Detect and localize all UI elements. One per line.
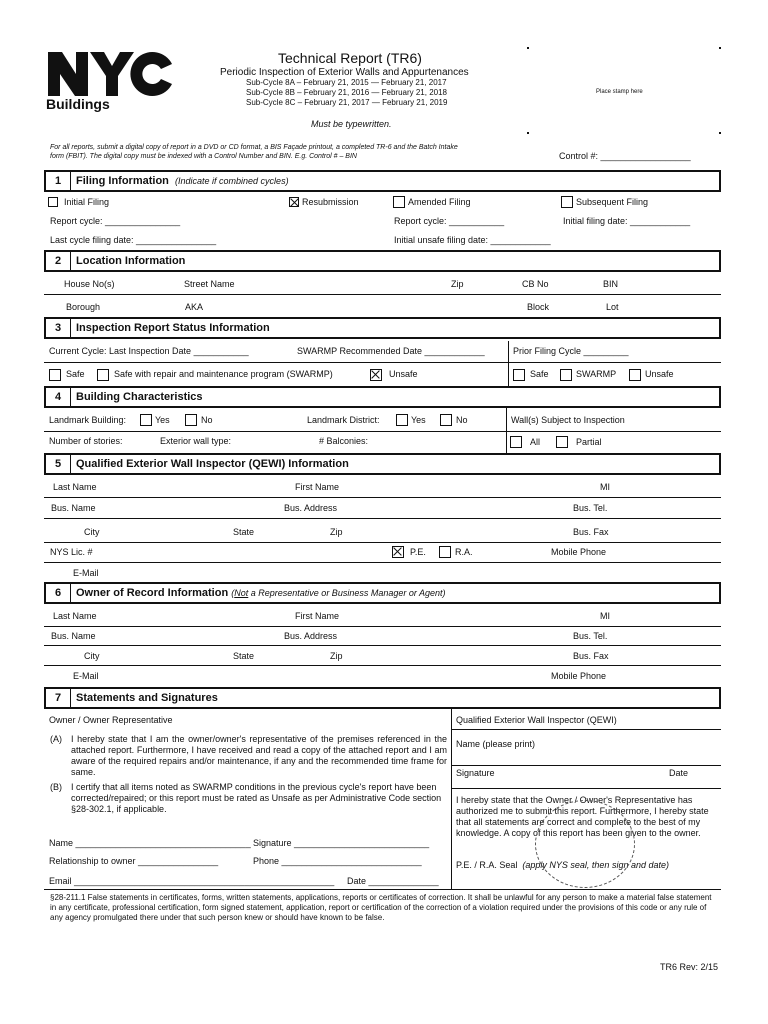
walls-all-checkbox[interactable] — [510, 436, 522, 448]
owner-email-field[interactable]: Email ____________________________________________________ — [49, 876, 335, 886]
stamp-corner-bl — [527, 132, 529, 134]
statement-b-text: I certify that all items noted as SWARMP conditions in the previous cycle's report have been corrected/repaired; or this report must be rated as Unsafe as per Administrative Code section §28-302.1, if applicable. — [71, 782, 442, 814]
owner-date-field[interactable]: Date ______________ — [347, 876, 439, 886]
bin-label: BIN — [603, 279, 619, 289]
owner-bus-tel-label: Bus. Tel. — [573, 631, 608, 641]
section-2-title: Location Information — [76, 255, 186, 267]
balconies-label: # Balconies: — [319, 436, 369, 446]
unsafe-label: Unsafe — [389, 369, 418, 379]
qewi-divider-3 — [44, 542, 721, 543]
section-4-title: Building Characteristics — [76, 391, 203, 403]
amended-filing-checkbox[interactable] — [393, 196, 405, 208]
walls-partial-checkbox[interactable] — [556, 436, 568, 448]
qewi-mi-label: MI — [600, 482, 610, 492]
qewi-date-label: Date — [669, 768, 689, 778]
section-6-note-rest: a Representative or Business Manager or Agent) — [248, 588, 446, 598]
section-4-number: 4 — [46, 388, 71, 406]
section-6-title-text: Owner of Record Information — [76, 587, 229, 599]
owner-divider-1 — [44, 626, 721, 627]
swarmp-recommended-date-field[interactable]: SWARMP Recommended Date ____________ — [297, 346, 485, 356]
stamp-corner-tr — [719, 47, 721, 49]
status-divider — [44, 362, 721, 363]
statements-bottom-divider — [44, 889, 721, 890]
qewi-city-label: City — [84, 527, 100, 537]
landmark-building-no-label: No — [201, 415, 213, 425]
section-6-note-open: ( — [231, 588, 235, 598]
owner-mi-label: MI — [600, 611, 610, 621]
qewi-bus-address-label: Bus. Address — [284, 503, 338, 513]
landmark-building-label: Landmark Building: — [49, 415, 127, 425]
section-6-note — [231, 588, 445, 598]
walls-partial-label: Partial — [576, 437, 602, 447]
stamp-corner-tl — [527, 47, 529, 49]
section-1-number: 1 — [46, 172, 71, 190]
landmark-district-no-checkbox[interactable] — [440, 414, 452, 426]
block-label: Block — [527, 302, 550, 312]
owner-zip-label: Zip — [330, 651, 343, 661]
landmark-district-yes-label: Yes — [411, 415, 426, 425]
qewi-divider-2 — [44, 518, 721, 519]
initial-filing-date-field[interactable]: Initial filing date: ____________ — [563, 216, 691, 226]
qewi-zip-label: Zip — [330, 527, 343, 537]
walls-subject-label: Wall(s) Subject to Inspection — [511, 415, 625, 425]
house-number-label: House No(s) — [64, 279, 115, 289]
report-cycle-field-2[interactable]: Report cycle: ___________ — [394, 216, 505, 226]
legal-statement: §28-211.1 False statements in certificates, forms, written statements, applications, reports or certificates of correction. It shall be unlawful for any person to make a material false statement in any certificate, professional certification, form signed statement, application, report or certification of the correction of a violation required under the provisions of this code or any rule of any agency promulgated there under that such person knew or should have known to be false. — [50, 893, 712, 922]
safe-with-repair-label: Safe with repair and maintenance program (SWARMP) — [114, 369, 333, 379]
status-column-divider — [508, 341, 509, 386]
stamp-corner-br — [719, 132, 721, 134]
prior-safe-label: Safe — [530, 369, 549, 379]
safe-label: Safe — [66, 369, 85, 379]
prior-swarmp-checkbox[interactable] — [560, 369, 572, 381]
pe-checkbox[interactable] — [392, 546, 404, 558]
zip-label: Zip — [451, 279, 464, 289]
initial-filing-label: Initial Filing — [64, 197, 110, 207]
owner-representative-heading: Owner / Owner Representative — [49, 715, 173, 725]
nyc-logo-graphic — [46, 48, 174, 98]
prior-unsafe-checkbox[interactable] — [629, 369, 641, 381]
qewi-signature-label: Signature — [456, 768, 495, 778]
section-3-number: 3 — [46, 319, 71, 337]
owner-phone-field[interactable]: Phone ____________________________ — [253, 856, 422, 866]
stamp-label: Place stamp here — [596, 89, 643, 95]
street-name-label: Street Name — [184, 279, 235, 289]
qewi-stmt-divider-2 — [451, 765, 721, 766]
section-2-header — [44, 250, 721, 272]
owner-name-field[interactable]: Name ___________________________________ — [49, 838, 251, 848]
owner-divider-3 — [44, 665, 721, 666]
form-revision: TR6 Rev: 2/15 — [660, 962, 719, 972]
section-1-note: (Indicate if combined cycles) — [175, 176, 289, 186]
last-cycle-filing-date-field[interactable]: Last cycle filing date: ________________ — [50, 235, 217, 245]
relationship-to-owner-field[interactable]: Relationship to owner ________________ — [49, 856, 219, 866]
form-title: Technical Report (TR6) — [278, 50, 422, 66]
resubmission-label: Resubmission — [302, 197, 359, 207]
qewi-bus-fax-label: Bus. Fax — [573, 527, 609, 537]
section-1-title-text: Filing Information — [76, 175, 169, 187]
landmark-building-yes-label: Yes — [155, 415, 170, 425]
prior-filing-cycle-field[interactable]: Prior Filing Cycle _________ — [513, 346, 629, 356]
qewi-heading: Qualified Exterior Wall Inspector (QEWI) — [456, 715, 617, 725]
qewi-license-label: NYS Lic. # — [50, 547, 93, 557]
amended-filing-label: Amended Filing — [408, 197, 471, 207]
aka-label: AKA — [185, 302, 204, 312]
owner-signature-field[interactable]: Signature ___________________________ — [253, 838, 430, 848]
landmark-building-yes-checkbox[interactable] — [140, 414, 152, 426]
qewi-statement-text: I hereby state that the Owner / Owner's Representative has authorized me to submit this report. Furthermore, I hereby state that all statements are correct and complete to the best of my knowledge. A copy of this report has been given to the owner. — [456, 795, 709, 838]
qewi-first-name-label: First Name — [295, 482, 340, 492]
ra-checkbox[interactable] — [439, 546, 451, 558]
owner-bus-fax-label: Bus. Fax — [573, 651, 609, 661]
section-7-header — [44, 687, 721, 709]
landmark-district-label: Landmark District: — [307, 415, 380, 425]
statements-column-divider — [451, 709, 452, 889]
landmark-district-yes-checkbox[interactable] — [396, 414, 408, 426]
initial-unsafe-filing-date-field[interactable]: Initial unsafe filing date: ____________ — [394, 235, 551, 245]
report-cycle-field-1[interactable]: Report cycle: _______________ — [50, 216, 181, 226]
owner-email-label: E-Mail — [73, 671, 99, 681]
qewi-mobile-phone-label: Mobile Phone — [551, 547, 607, 557]
owner-city-label: City — [84, 651, 100, 661]
prior-unsafe-label: Unsafe — [645, 369, 674, 379]
owner-divider-2 — [44, 645, 721, 646]
owner-bus-name-label: Bus. Name — [51, 631, 96, 641]
resubmission-checkbox[interactable] — [289, 197, 299, 207]
number-of-stories-label: Number of stories: — [49, 436, 123, 446]
instructions-line-2: form (FBIT). The digital copy must be indexed with a Control Number and BIN. E.g. Control # – BIN — [50, 153, 357, 160]
walls-all-label: All — [530, 437, 541, 447]
exterior-wall-type-label: Exterior wall type: — [160, 436, 232, 446]
qewi-name-print-label: Name (please print) — [456, 739, 536, 749]
owner-last-name-label: Last Name — [53, 611, 97, 621]
owner-first-name-label: First Name — [295, 611, 340, 621]
section-2-number: 2 — [46, 252, 71, 270]
section-3-header — [44, 317, 721, 339]
sub-cycle-8c: Sub-Cycle 8C – February 21, 2017 — February 21, 2019 — [246, 98, 448, 107]
cb-number-label: CB No — [522, 279, 549, 289]
section-6-title — [76, 584, 446, 602]
prior-swarmp-label: SWARMP — [576, 369, 617, 379]
seal-circle[interactable] — [535, 800, 635, 888]
statement-a-label: (A) — [50, 734, 62, 744]
section-3-title: Inspection Report Status Information — [76, 322, 270, 334]
prior-safe-checkbox[interactable] — [513, 369, 525, 381]
statement-b-label: (B) — [50, 782, 62, 792]
borough-label: Borough — [66, 302, 101, 312]
pe-ra-seal-text: P.E. / R.A. Seal — [456, 860, 518, 870]
pe-label: P.E. — [410, 547, 426, 557]
location-divider — [44, 294, 721, 295]
qewi-last-name-label: Last Name — [53, 482, 97, 492]
section-5-title: Qualified Exterior Wall Inspector (QEWI) Information — [76, 458, 349, 470]
lot-label: Lot — [606, 302, 619, 312]
section-6-number: 6 — [46, 584, 71, 602]
section-1-header — [44, 170, 721, 192]
typewritten-note: Must be typewritten. — [311, 119, 392, 129]
subsequent-filing-label: Subsequent Filing — [576, 197, 649, 207]
subsequent-filing-checkbox[interactable] — [561, 196, 573, 208]
qewi-divider-4 — [44, 562, 721, 563]
safe-with-repair-checkbox[interactable] — [97, 369, 109, 381]
safe-checkbox[interactable] — [49, 369, 61, 381]
control-number-field[interactable]: Control #: __________________ — [559, 151, 691, 161]
qewi-divider-1 — [44, 497, 721, 498]
landmark-district-no-label: No — [456, 415, 468, 425]
instructions-line-1: For all reports, submit a digital copy of report in a DVD or CD format, a BIS Façade printout, a completed TR-6 and the Batch Intake — [50, 144, 458, 151]
current-cycle-inspection-date-field[interactable]: Current Cycle: Last Inspection Date ___________ — [49, 346, 249, 356]
initial-filing-checkbox[interactable] — [48, 197, 58, 207]
statement-a-text: I hereby state that I am the owner/owner's representative of the premises referenced in the attached report. Furthermore, I have received and read a copy of the attached report and I am aware of the required repairs and/or maintenance, if any and the recommended time frame for same. — [71, 734, 447, 777]
owner-mobile-phone-label: Mobile Phone — [551, 671, 607, 681]
sub-cycle-8b: Sub-Cycle 8B – February 21, 2016 — February 21, 2018 — [246, 88, 447, 97]
section-5-number: 5 — [46, 455, 71, 473]
section-7-title: Statements and Signatures — [76, 692, 218, 704]
pe-ra-seal-note: (apply NYS seal, then sign and date) — [522, 860, 669, 870]
building-divider — [44, 431, 721, 432]
form-subtitle: Periodic Inspection of Exterior Walls and Appurtenances — [220, 67, 469, 78]
section-6-header — [44, 582, 721, 604]
sub-cycle-8a: Sub-Cycle 8A – February 21, 2015 — February 21, 2017 — [246, 78, 447, 87]
qewi-stmt-divider-1 — [451, 729, 721, 730]
qewi-bus-tel-label: Bus. Tel. — [573, 503, 608, 513]
buildings-wordmark: Buildings — [46, 96, 110, 112]
qewi-state-label: State — [233, 527, 255, 537]
ra-label: R.A. — [455, 547, 473, 557]
qewi-bus-name-label: Bus. Name — [51, 503, 96, 513]
nyc-logo — [46, 48, 174, 98]
section-5-header — [44, 453, 721, 475]
section-7-number: 7 — [46, 689, 71, 707]
section-4-header — [44, 386, 721, 408]
landmark-building-no-checkbox[interactable] — [185, 414, 197, 426]
owner-state-label: State — [233, 651, 255, 661]
unsafe-checkbox[interactable] — [370, 369, 382, 381]
section-1-title — [76, 172, 289, 190]
section-6-note-not: Not — [234, 588, 249, 598]
owner-bus-address-label: Bus. Address — [284, 631, 338, 641]
qewi-email-label: E-Mail — [73, 568, 99, 578]
qewi-stmt-divider-3 — [451, 788, 721, 789]
